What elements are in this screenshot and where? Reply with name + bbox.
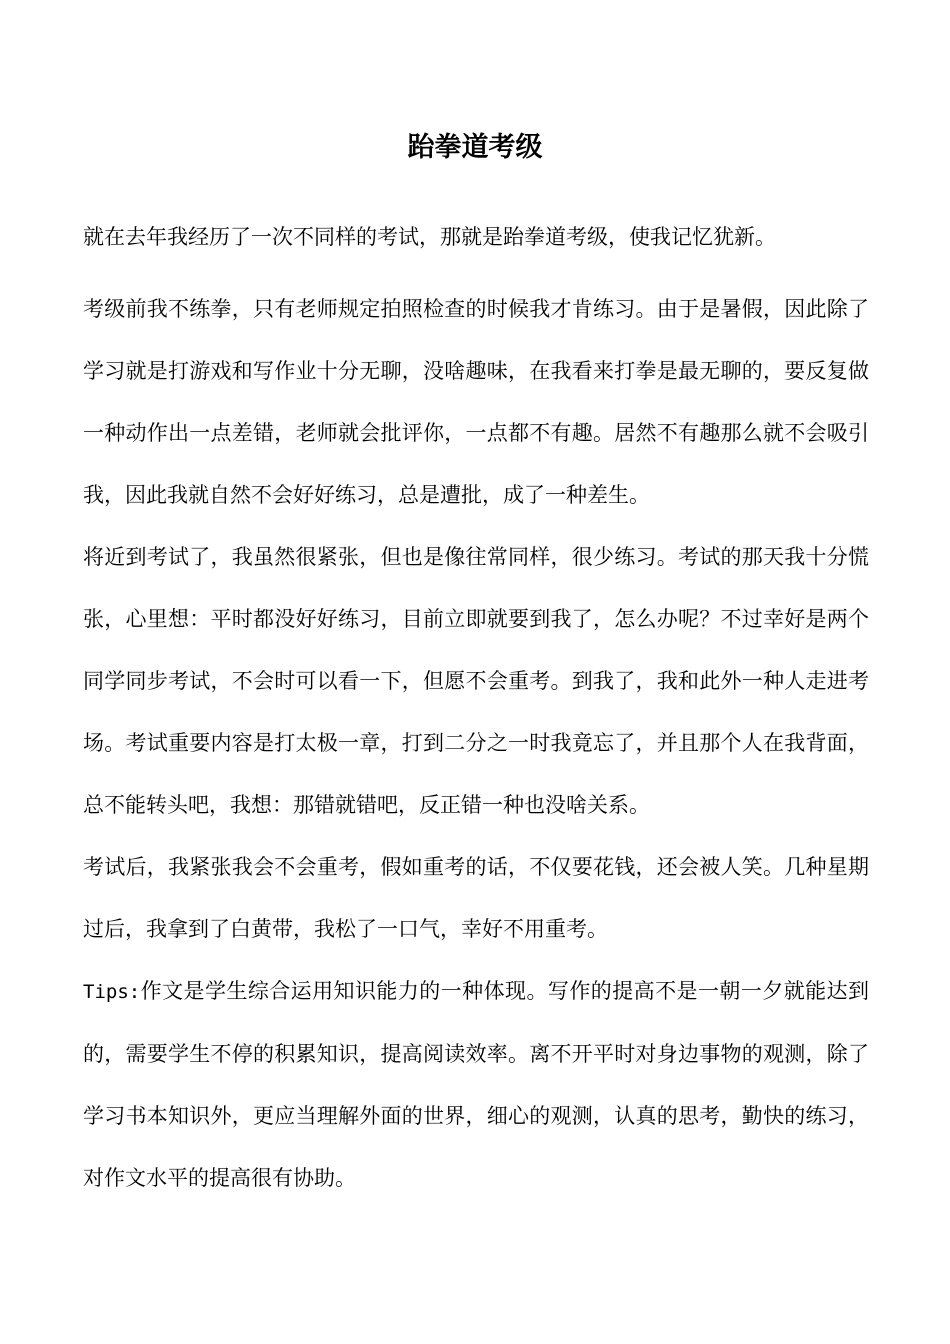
paragraph-2: 考级前我不练拳，只有老师规定拍照检查的时候我才肯练习。由于是暑假，因此除了学习就是打游戏和写作业十分无聊，没啥趣味，在我看来打拳是最无聊的，要反复做一种动作出一点差错，老师就会批评你，一点都不有趣。居然不有趣那么就不会吸引我，因此我就自然不会好好练习，总是遭批，成了一种差生。 <box>83 297 869 507</box>
paragraph-4: 考试后，我紧张我会不会重考，假如重考的话，不仅要花钱，还会被人笑。几种星期过后，我拿到了白黄带，我松了一口气，幸好不用重考。 <box>83 855 869 941</box>
document-body <box>83 222 869 1209</box>
tips-label: Tips: <box>83 981 141 1003</box>
tips-paragraph <box>83 960 869 1209</box>
document-title: 跆拳道考级 <box>407 132 543 163</box>
paragraph-3: 将近到考试了，我虽然很紧张，但也是像往常同样，很少练习。考试的那天我十分慌张，心里想：平时都没好好练习，目前立即就要到我了，怎么办呢？不过幸好是两个同学同步考试，不会时可以看一下，但愿不会重考。到我了，我和此外一种人走进考场。考试重要内容是打太极一章，打到二分之一时我竟忘了，并且那个人在我背面，总不能转头吧，我想：那错就错吧，反正错一种也没啥关系。 <box>83 545 869 817</box>
tips-text: 作文是学生综合运用知识能力的一种体现。写作的提高不是一朝一夕就能达到的，需要学生不停的积累知识，提高阅读效率。离不开平时对身边事物的观测，除了学习书本知识外，更应当理解外面的世界，细心的观测，认真的思考，勤快的练习，对作文水平的提高很有协助。 <box>83 979 869 1190</box>
paragraph-1: 就在去年我经历了一次不同样的考试，那就是跆拳道考级，使我记忆犹新。 <box>83 225 776 249</box>
